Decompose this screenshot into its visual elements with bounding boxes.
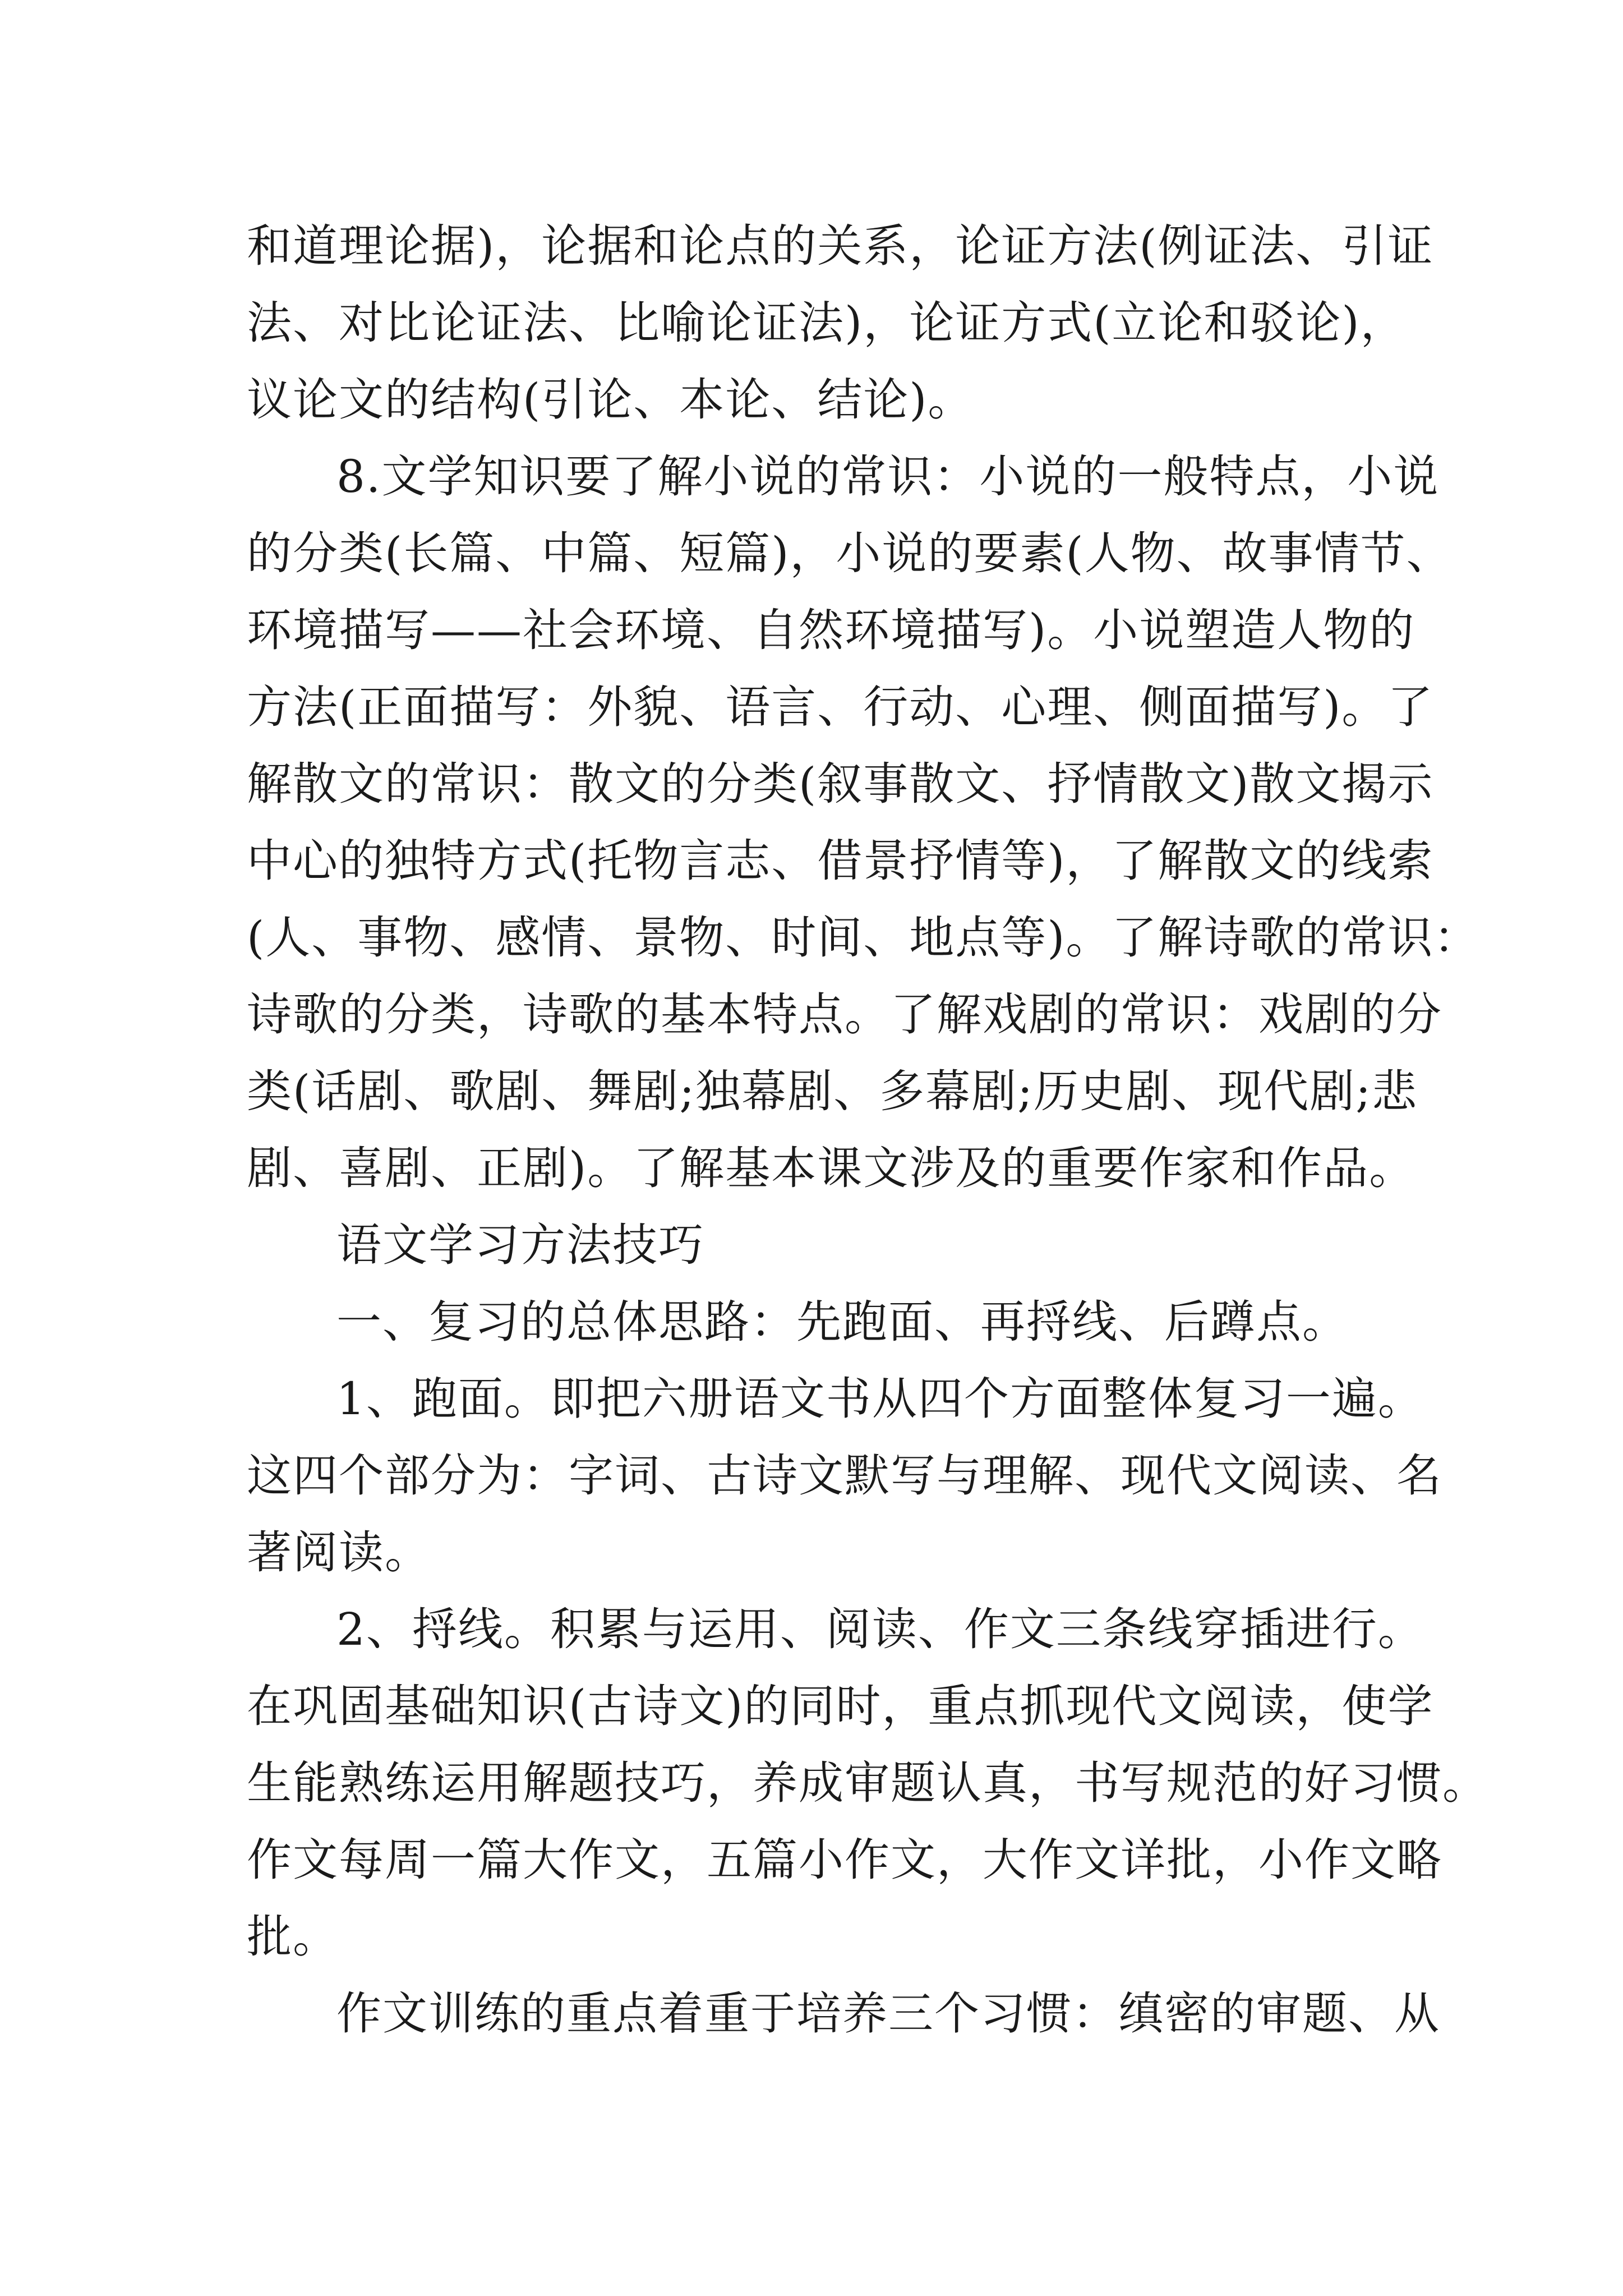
paragraph-step-two xyxy=(247,1591,1488,1975)
paragraph-review-approach xyxy=(247,1283,1391,1360)
section-heading-study-methods xyxy=(247,1207,1391,1283)
text-line: 语文学习方法技巧 xyxy=(336,1219,704,1271)
text-line: 生能熟练运用解题技巧，养成审题认真，书写规范的好习惯。 xyxy=(247,1757,1488,1809)
text-line: 8.文学知识要了解小说的常识：小说的一般特点，小说 xyxy=(336,450,1440,503)
text-line: 2、捋线。积累与运用、阅读、作文三条线穿插进行。 xyxy=(336,1603,1424,1655)
text-line: 的分类(长篇、中篇、短篇)，小说的要素(人物、故事情节、 xyxy=(247,527,1453,579)
text-line: 方法(正面描写：外貌、语言、行动、心理、侧面描写)。了 xyxy=(247,681,1434,733)
text-line: 环境描写——社会环境、自然环境描写)。小说塑造人物的 xyxy=(247,604,1415,656)
text-line: 在巩固基础知识(古诗文)的同时，重点抓现代文阅读，使学 xyxy=(247,1680,1434,1732)
text-line: 法、对比论证法、比喻论证法)，论证方式(立论和驳论)， xyxy=(247,297,1407,349)
text-line: 一、复习的总体思路：先跑面、再捋线、后蹲点。 xyxy=(336,1296,1348,1348)
text-line: 1、跑面。即把六册语文书从四个方面整体复习一遍。 xyxy=(336,1373,1424,1425)
text-line: 作文每周一篇大作文，五篇小作文，大作文详批，小作文略 xyxy=(247,1834,1442,1886)
text-line: 议论文的结构(引论、本论、结论)。 xyxy=(247,374,974,426)
text-line: (人、事物、感情、景物、时间、地点等)。了解诗歌的常识： xyxy=(247,912,1480,964)
paragraph-step-one xyxy=(247,1360,1442,1591)
text-line: 剧、喜剧、正剧)。了解基本课文涉及的重要作家和作品。 xyxy=(247,1142,1415,1194)
text-line: 著阅读。 xyxy=(247,1526,431,1579)
text-line: 作文训练的重点着重于培养三个习惯：缜密的审题、从 xyxy=(336,1987,1440,2040)
text-line: 这四个部分为：字词、古诗文默写与理解、现代文阅读、名 xyxy=(247,1450,1442,1502)
text-line: 解散文的常识：散文的分类(叙事散文、抒情散文)散文揭示 xyxy=(247,758,1434,810)
paragraph-argument-structure xyxy=(247,208,1434,438)
text-line: 批。 xyxy=(247,1911,339,1963)
paragraph-literary-knowledge xyxy=(247,438,1480,1207)
paragraph-writing-training xyxy=(247,1975,1440,2052)
text-line: 诗歌的分类，诗歌的基本特点。了解戏剧的常识：戏剧的分 xyxy=(247,988,1442,1041)
text-line: 和道理论据)，论据和论点的关系，论证方法(例证法、引证 xyxy=(247,220,1434,272)
document-body xyxy=(247,208,1488,2052)
text-line: 类(话剧、歌剧、舞剧;独幕剧、多幕剧;历史剧、现代剧;悲 xyxy=(247,1065,1418,1117)
text-line: 中心的独特方式(托物言志、借景抒情等)，了解散文的线索 xyxy=(247,835,1434,887)
